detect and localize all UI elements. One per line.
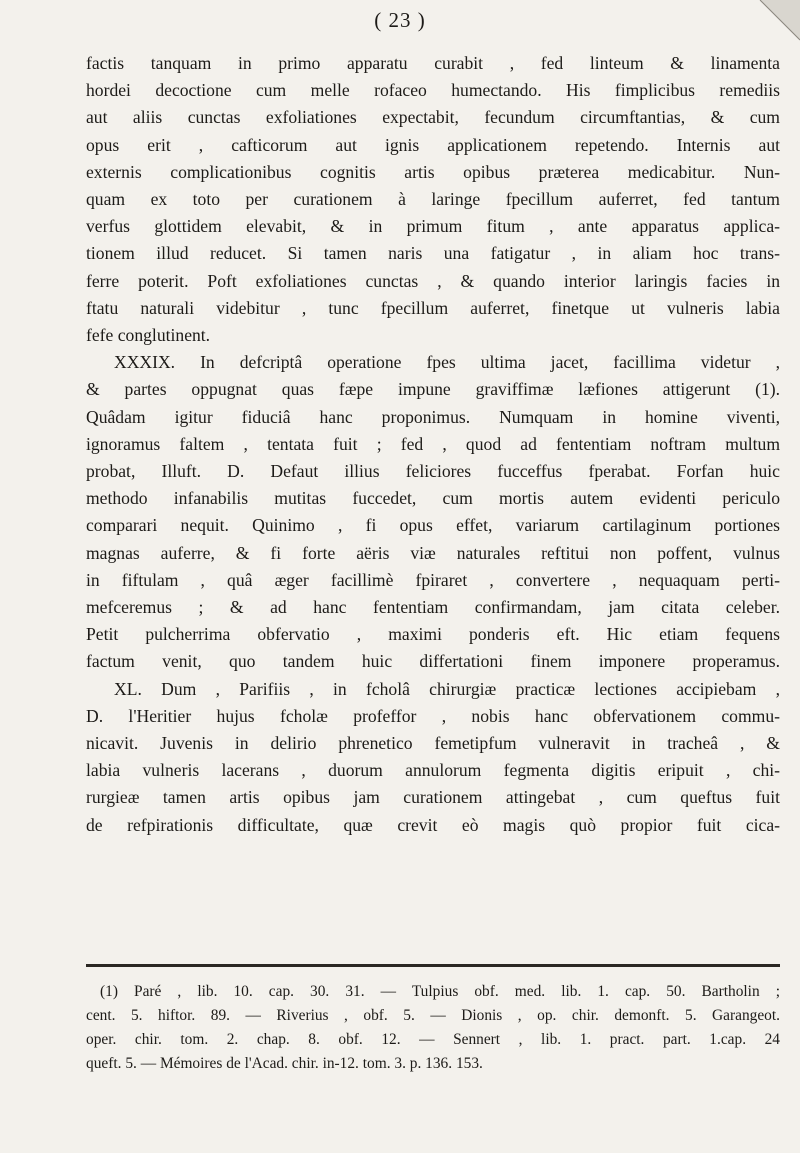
- text-line: ignoramus faltem , tentata fuit ; fed , quod ad fententiam noftram multum: [86, 433, 780, 454]
- text-line: rurgieæ tamen artis opibus jam curationem attingebat , cum queftus fuit: [86, 787, 780, 808]
- text-line: XL. Dum , Parifiis , in fcholâ chirurgiæ practicæ lectiones accipiebam ,: [114, 678, 780, 699]
- text-line: ferre poterit. Poft exfoliationes cunctas , & quando interior laringis facies in: [86, 270, 780, 291]
- footnote-line: oper. chir. tom. 2. chap. 8. obf. 12. — Sennert , lib. 1. pract. part. 1.cap. 24: [86, 1031, 780, 1048]
- main-text: [86, 50, 780, 839]
- text-line: XXXIX. In defcriptâ operatione fpes ultima jacet, facillima videtur ,: [114, 352, 780, 373]
- footnote-line: queft. 5. — Mémoires de l'Acad. chir. in-12. tom. 3. p. 136. 153.: [86, 1055, 483, 1072]
- text-line: factis tanquam in primo apparatu curabit , fed linteum & linamenta: [86, 53, 780, 73]
- footnote-line: (1) Paré , lib. 10. cap. 30. 31. — Tulpius obf. med. lib. 1. cap. 50. Bartholin ;: [100, 983, 780, 1000]
- text-line: externis complicationibus cognitis artis opibus præterea medicabitur. Nun-: [86, 161, 780, 182]
- text-line: quam ex toto per curationem à laringe fpecillum auferret, fed tantum: [86, 189, 780, 210]
- text-line: nicavit. Juvenis in delirio phrenetico femetipfum vulneravit in tracheâ , &: [86, 733, 780, 754]
- text-line: in fiftulam , quâ æger facillimè fpiraret , convertere , nequaquam perti-: [86, 569, 780, 590]
- text-line: probat, Illuft. D. Defaut illius feliciores fucceffus fperabat. Forfan huic: [86, 461, 780, 482]
- text-line: hordei decoctione cum melle rofaceo humectando. His fimplicibus remediis: [86, 80, 780, 101]
- text-line: & partes oppugnat quas fæpe impune graviffimæ læfiones attigerunt (1).: [86, 379, 780, 400]
- text-line: fefe conglutinent.: [86, 325, 211, 346]
- text-line: aut aliis cunctas exfoliationes expectabit, fecundum circumftantias, & cum: [86, 107, 780, 128]
- page-number: ( 23 ): [374, 8, 426, 32]
- text-line: D. l'Heritier hujus fcholæ profeffor , nobis hanc obfervationem commu-: [86, 705, 780, 726]
- text-line: methodo infanabilis mutitas fuccedet, cum mortis autem evidenti periculo: [86, 488, 780, 509]
- text-line: factum venit, quo tandem huic differtationi finem imponere properamus.: [86, 651, 780, 672]
- text-line: opus erit , cafticorum aut ignis applicationem repetendo. Internis aut: [86, 134, 780, 155]
- text-line: Quâdam igitur fiduciâ hanc proponimus. Numquam in homine viventi,: [86, 406, 780, 427]
- text-line: labia vulneris lacerans , duorum annulorum fegmenta digitis eripuit , chi-: [86, 760, 780, 781]
- text-line: Petit pulcherrima obfervatio , maximi ponderis eft. Hic etiam fequens: [86, 624, 780, 645]
- text-line: comparari nequit. Quinimo , fi opus effet, variarum cartilaginum portiones: [86, 515, 780, 536]
- text-line: mefceremus ; & ad hanc fententiam confirmandam, jam citata celeber.: [86, 597, 780, 618]
- footnotes: [86, 980, 780, 1076]
- text-line: ftatu naturali videbitur , tunc fpecillum auferret, finetque ut vulneris labia: [86, 297, 780, 318]
- text-line: tionem illud reducet. Si tamen naris una fatigatur , in aliam hoc trans-: [86, 243, 780, 264]
- footnote-separator: [86, 964, 780, 967]
- footnote-line: cent. 5. hiftor. 89. — Riverius , obf. 5. — Dionis , op. chir. demonft. 5. Garangeot.: [86, 1007, 780, 1024]
- text-line: verfus glottidem elevabit, & in primum fitum , ante apparatus applica-: [86, 216, 780, 237]
- text-line: de refpirationis difficultate, quæ crevit eò magis quò propior fuit cica-: [86, 814, 780, 835]
- text-line: magnas auferre, & fi forte aëris viæ naturales reftitui non poffent, vulnus: [86, 542, 780, 563]
